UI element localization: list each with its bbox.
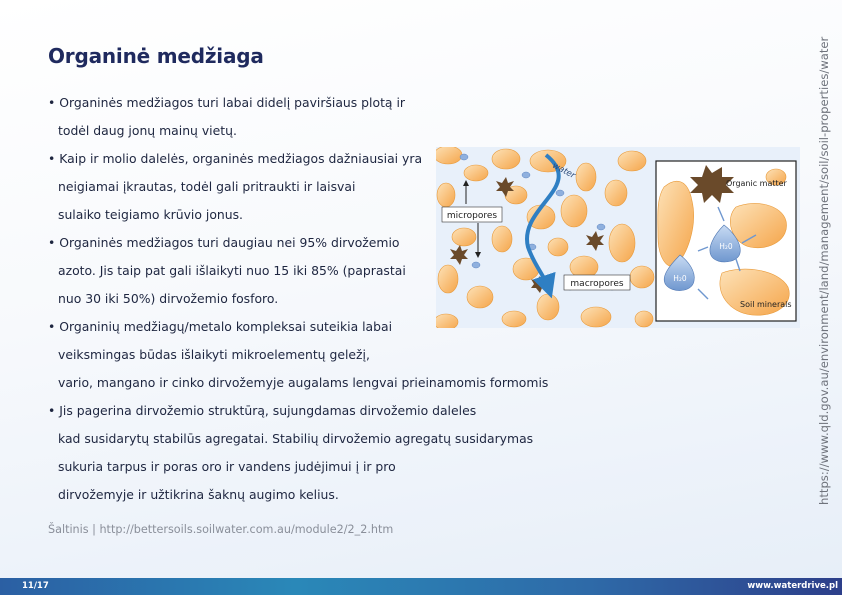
bullet-5-line-4: dirvožemyje ir užtikrina šaknų augimo kelius. [58, 487, 339, 502]
organic-matter-inset [656, 161, 796, 321]
soil-minerals-label: Soil minerals [740, 300, 792, 309]
footer-bar [0, 578, 842, 595]
bullet-5-line-1: • Jis pagerina dirvožemio struktūrą, sujungdamas dirvožemio daleles [48, 403, 477, 418]
bullet-3-line-3: nuo 30 iki 50%) dirvožemio fosforo. [58, 291, 279, 306]
bullet-1-line-1: • Organinės medžiagos turi labai didelį paviršiaus plotą ir [48, 95, 405, 110]
page-number: 11/17 [22, 581, 49, 591]
footer-site-link[interactable]: www.waterdrive.pl [747, 581, 838, 591]
side-url: https://www.qld.gov.au/environment/land/management/soil/soil-properties/water [817, 36, 831, 505]
bullet-2-line-1: • Kaip ir molio dalelės, organinės medžiagos dažniausiai yra [48, 151, 423, 166]
bullet-2-line-2: neigiamai įkrautas, todėl gali pritraukti ir laisvai [58, 179, 356, 194]
micropores-label: micropores [446, 211, 498, 221]
bullet-4-line-1: • Organinių medžiagų/metalo kompleksai suteikia labai [48, 319, 393, 334]
bullet-3-line-1: • Organinės medžiagos turi daugiau nei 95% dirvožemio [48, 235, 400, 250]
water-label: water [550, 160, 577, 182]
bullet-1-line-2: todėl daug jonų mainų vietų. [58, 123, 237, 138]
h2o-label-2: H₂0 [673, 274, 687, 283]
source-citation: Šaltinis | http://bettersoils.soilwater.com.au/module2/2_2.htm [48, 523, 394, 536]
bullet-5-line-2: kad susidarytų stabilūs agregatai. Stabilių dirvožemio agregatų susidarymas [58, 431, 534, 446]
bullet-4-line-3: vario, mangano ir cinko dirvožemyje augalams lengvai prieinamomis formomis [58, 375, 549, 390]
macropores-label: macropores [570, 279, 624, 289]
h2o-label-1: H₂0 [719, 242, 733, 251]
bullet-2-line-3: sulaiko teigiamo krūvio jonus. [58, 207, 243, 222]
soil-pores-diagram [436, 147, 800, 328]
bullet-5-line-3: sukuria tarpus ir poras oro ir vandens judėjimui į ir pro [58, 459, 396, 474]
slide-title: Organinė medžiaga [48, 44, 264, 68]
bullet-4-line-2: veiksmingas būdas išlaikyti mikroelementų geležį, [58, 347, 370, 362]
organic-matter-label: Organic matter [726, 179, 787, 188]
bullet-3-line-2: azoto. Jis taip pat gali išlaikyti nuo 15 iki 85% (paprastai [58, 263, 406, 278]
